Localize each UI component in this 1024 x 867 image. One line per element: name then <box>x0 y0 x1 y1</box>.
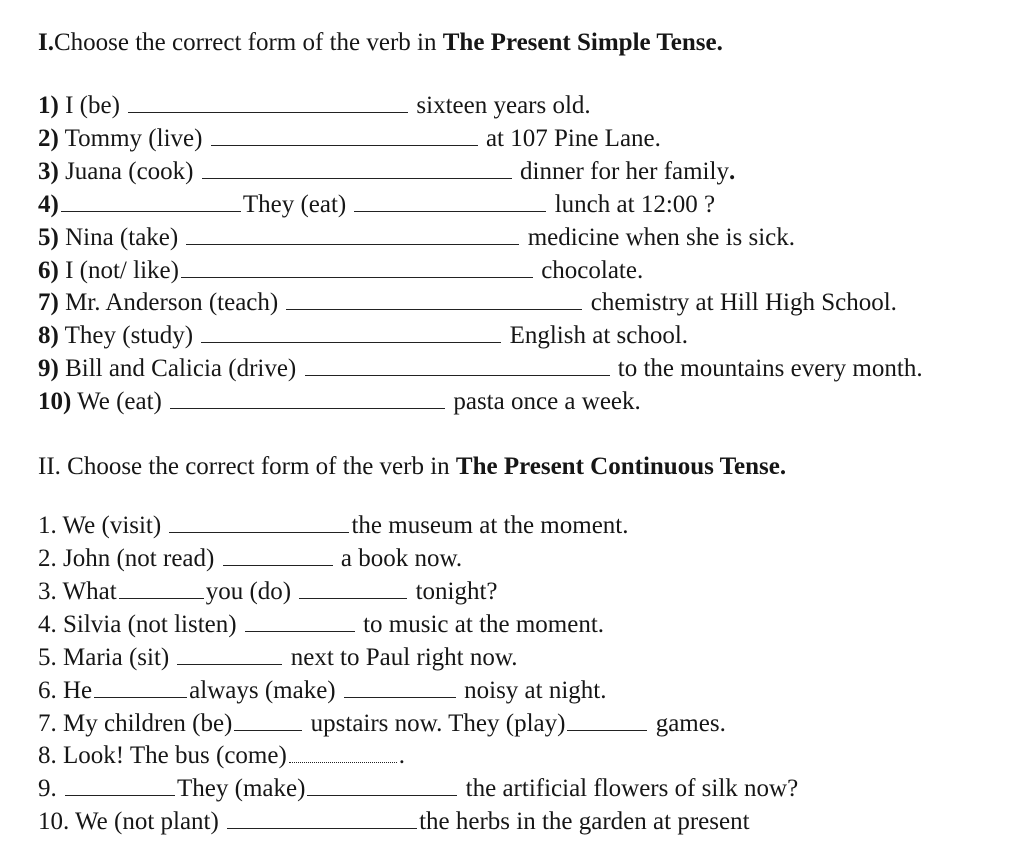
exercise-1-item: 2) Tommy (live) at 107 Pine Lane. <box>38 125 661 152</box>
section-1-heading <box>38 28 723 58</box>
section-2-instruction: II. Choose the correct form of the verb in <box>38 453 456 480</box>
answer-blank[interactable] <box>299 597 407 599</box>
exercise-1-item: 5) Nina (take) medicine when she is sick. <box>38 224 796 251</box>
exercise-1-item: 9) Bill and Calicia (drive) to the mountains every month. <box>38 355 923 382</box>
section-1-tense: The Present Simple Tense. <box>442 29 723 56</box>
answer-blank[interactable] <box>223 564 333 566</box>
exercise-1-item: 1) I (be) sixteen years old. <box>38 92 591 119</box>
section-2-heading <box>38 452 786 482</box>
exercise-2-item: 10. We (not plant) the herbs in the garden at present <box>38 808 750 835</box>
answer-blank[interactable] <box>169 531 349 533</box>
exercise-1-item: 8) They (study) English at school. <box>38 322 689 349</box>
section-1-number: I. <box>38 29 54 56</box>
answer-blank[interactable] <box>202 177 512 179</box>
exercise-2-item: 2. John (not read) a book now. <box>38 545 463 572</box>
exercise-2-item: 9. They (make) the artificial flowers of silk now? <box>38 775 799 802</box>
answer-blank[interactable] <box>567 729 647 731</box>
exercise-2-item: 8. Look! The bus (come) . <box>38 742 406 769</box>
answer-blank[interactable] <box>344 696 456 698</box>
answer-blank[interactable] <box>186 243 519 245</box>
answer-blank[interactable] <box>307 794 457 796</box>
answer-blank[interactable] <box>65 794 175 796</box>
answer-blank[interactable] <box>201 341 501 343</box>
answer-blank[interactable] <box>94 696 187 698</box>
exercise-2-item: 4. Silvia (not listen) to music at the moment. <box>38 611 605 638</box>
answer-blank[interactable] <box>128 111 408 113</box>
answer-blank[interactable] <box>234 729 302 731</box>
answer-blank[interactable] <box>305 374 610 376</box>
exercise-2-item: 7. My children (be) upstairs now. They (play) games. <box>38 710 726 737</box>
answer-blank[interactable] <box>354 210 546 212</box>
answer-blank[interactable] <box>227 827 417 829</box>
answer-blank[interactable] <box>245 630 355 632</box>
exercise-1-item: 6) I (not/ like) chocolate. <box>38 257 644 284</box>
exercise-1-item: 10) We (eat) pasta once a week. <box>38 388 641 415</box>
answer-blank[interactable] <box>181 276 533 278</box>
answer-blank[interactable] <box>119 597 204 599</box>
answer-blank[interactable] <box>177 663 282 665</box>
answer-blank[interactable] <box>170 407 445 409</box>
exercise-1-item: 3) Juana (cook) dinner for her family. <box>38 158 736 185</box>
exercise-2-item: 3. What you (do) tonight? <box>38 578 498 605</box>
exercise-2-item: 5. Maria (sit) next to Paul right now. <box>38 644 518 671</box>
exercise-2-item: 1. We (visit) the museum at the moment. <box>38 512 629 539</box>
exercise-1-item: 7) Mr. Anderson (teach) chemistry at Hill High School. <box>38 289 897 316</box>
section-1-instruction: Choose the correct form of the verb in <box>53 29 443 56</box>
section-2-tense: The Present Continuous Tense. <box>455 453 787 480</box>
exercise-1-item: 4) They (eat) lunch at 12:00 ? <box>38 191 716 218</box>
exercise-2-item: 6. He always (make) noisy at night. <box>38 677 607 704</box>
answer-blank[interactable] <box>289 761 397 763</box>
answer-blank[interactable] <box>61 210 241 212</box>
answer-blank[interactable] <box>211 144 478 146</box>
answer-blank[interactable] <box>286 308 582 310</box>
